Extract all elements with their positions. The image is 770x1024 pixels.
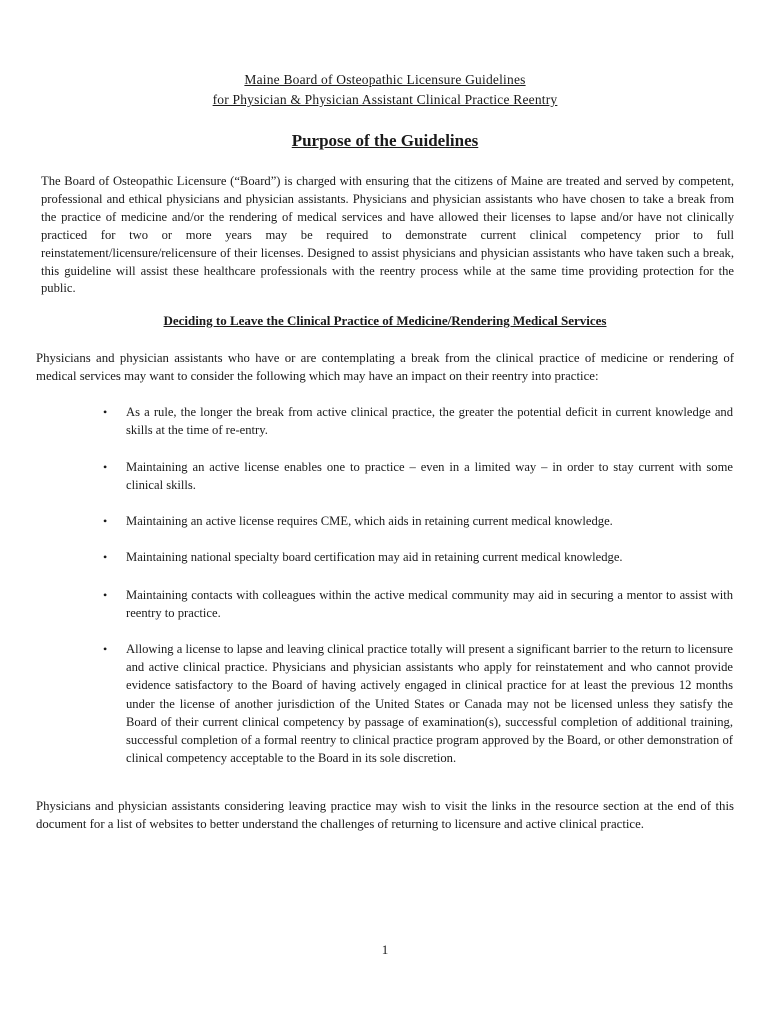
- bullet-icon: •: [103, 460, 108, 474]
- page-number: 1: [381, 942, 389, 957]
- header-line-2: for Physician & Physician Assistant Clinical Practice Reentry: [212, 92, 558, 107]
- bullet-icon: •: [103, 514, 108, 528]
- bullet-item: Maintaining an active license requires CME, which aids in retaining current medical knowledge.: [126, 514, 613, 528]
- header-line-1: Maine Board of Osteopathic Licensure Guidelines: [244, 72, 526, 87]
- intro-paragraph: The Board of Osteopathic Licensure (“Board”) is charged with ensuring that the citizens of Maine are treated and served by competent, professional and ethical physicians and physician assistants. Physicians and physician assistants who have chosen to take a break from the practice of medicine and/or the rendering of medical services and have allowed their licenses to lapse and/or have not clinically practiced for two or more years may be required to demonstrate current clinical competency prior to full reinstatement/licensure/relicensure of their licenses. Designed to assist physicians and physician assistants who have taken such a break, this guideline will assist these healthcare professionals with the reentry process while at the same time providing protection for the public.: [41, 174, 734, 296]
- bullet-icon: •: [103, 588, 108, 602]
- closing-paragraph: Physicians and physician assistants considering leaving practice may wish to visit the links in the resource section at the end of this document for a list of websites to better understand the challenges of returning to licensure and active clinical practice.: [36, 799, 734, 831]
- bullet-item: As a rule, the longer the break from active clinical practice, the greater the potential deficit in current knowledge and skills at the time of re-entry.: [126, 405, 733, 438]
- bullet-icon: •: [103, 550, 108, 564]
- page-title: Purpose of the Guidelines: [291, 131, 479, 150]
- section-lead-paragraph: Physicians and physician assistants who have or are contemplating a break from the clinical practice of medicine or rendering of medical services may want to consider the following which may have an impact on their reentry into practice:: [36, 351, 734, 383]
- section-heading: Deciding to Leave the Clinical Practice of Medicine/Rendering Medical Services: [163, 313, 607, 328]
- bullet-item: Allowing a license to lapse and leaving clinical practice totally will present a significant barrier to the return to licensure and active clinical practice. Physicians and physician assistants who apply for reinstatement and who cannot provide evidence satisfactory to the Board of having actively engaged in clinical practice for at least the previous 12 months under the license of another jurisdiction of the United States or Canada may not be licensed unless they satisfy the Board of their current clinical competency by passage of examination(s), successful completion of additional training, successful completion of a formal reentry to clinical practice program approved by the Board, or other demonstration of clinical competency acceptable to the Board in its sole discretion.: [126, 642, 733, 766]
- bullet-icon: •: [103, 642, 108, 656]
- bullet-item: Maintaining an active license enables one to practice – even in a limited way – in order to stay current with some clinical skills.: [126, 460, 733, 493]
- bullet-item: Maintaining national specialty board certification may aid in retaining current medical knowledge.: [126, 550, 623, 564]
- bullet-icon: •: [103, 405, 108, 419]
- bullet-item: Maintaining contacts with colleagues within the active medical community may aid in securing a mentor to assist with reentry to practice.: [126, 588, 733, 621]
